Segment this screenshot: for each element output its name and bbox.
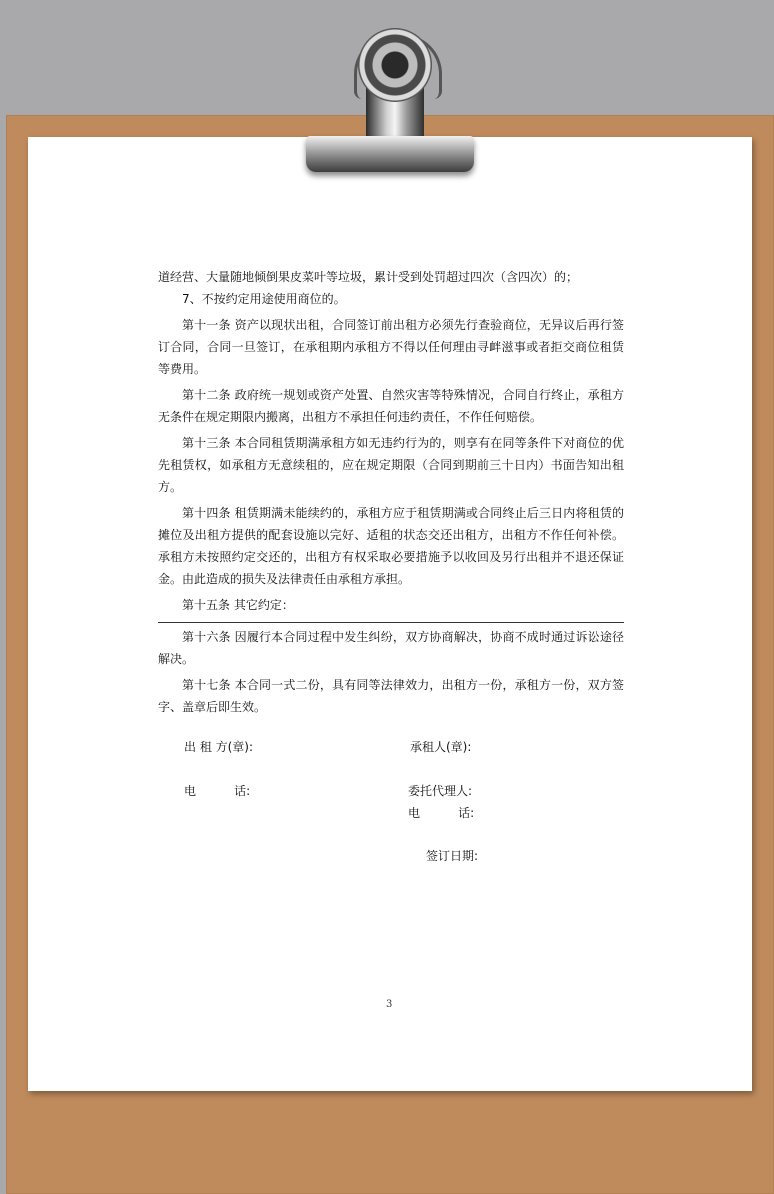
binder-clip — [306, 136, 474, 172]
paragraph-15: 第十五条 其它约定： — [182, 598, 294, 612]
paragraph-13: 第十三条 本合同租赁期满承租方如无违约行为的，则享有在同等条件下对商位的优先租赁权，如承租方无意续租的，应在规定期限（合同到期前三十日内）书面告知出租方。 — [158, 436, 624, 494]
fill-in-line — [158, 622, 624, 623]
paragraph-1: 7、不按约定用途使用商位的。 — [182, 292, 346, 306]
lessor-label: 出 租 方(章): — [184, 740, 254, 754]
document-body-bottom — [158, 626, 624, 718]
paragraph-14: 第十四条 租赁期满未能续约的，承租方应于租赁期满或合同终止后三日内将租赁的摊位及出租方提供的配套设施以完好、适租的状态交还出租方，出租方不作任何补偿。承租方未按照约定交还的，出租方有权采取必要措施予以收回及另行出租并不退还保证金。由此造成的损失及法律责任由承租方承担。 — [158, 506, 624, 586]
paragraph-12: 第十二条 政府统一规划或资产处置、自然灾害等特殊情况，合同自行终止，承租方无条件在规定期限内搬离，出租方不承担任何违约责任，不作任何赔偿。 — [158, 388, 624, 424]
document-body-top — [158, 266, 624, 616]
page-number: 3 — [386, 999, 393, 1010]
paragraph-16: 第十六条 因履行本合同过程中发生纠纷，双方协商解决，协商不成时通过诉讼途径解决。 — [158, 630, 624, 666]
lessor-phone-label: 电 话: — [184, 784, 251, 798]
sign-date-label: 签订日期: — [426, 849, 479, 863]
paragraph-17: 第十七条 本合同一式二份，具有同等法律效力，出租方一份，承租方一份，双方签字、盖章后即生效。 — [158, 678, 624, 714]
paragraph-11: 第十一条 资产以现状出租，合同签订前出租方必须先行查验商位，无异议后再行签订合同，合同一旦签订，在承租期内承租方不得以任何理由寻衅滋事或者拒交商位租赁等费用。 — [158, 318, 624, 376]
agent-label: 委托代理人: — [408, 784, 473, 798]
clip-ring — [358, 28, 432, 102]
agent-phone-label: 电 话: — [408, 806, 475, 820]
lessee-label: 承租人(章): — [410, 740, 472, 754]
paragraph-0: 道经营、大量随地倾倒果皮菜叶等垃圾，累计受到处罚超过四次（含四次）的； — [158, 270, 579, 284]
